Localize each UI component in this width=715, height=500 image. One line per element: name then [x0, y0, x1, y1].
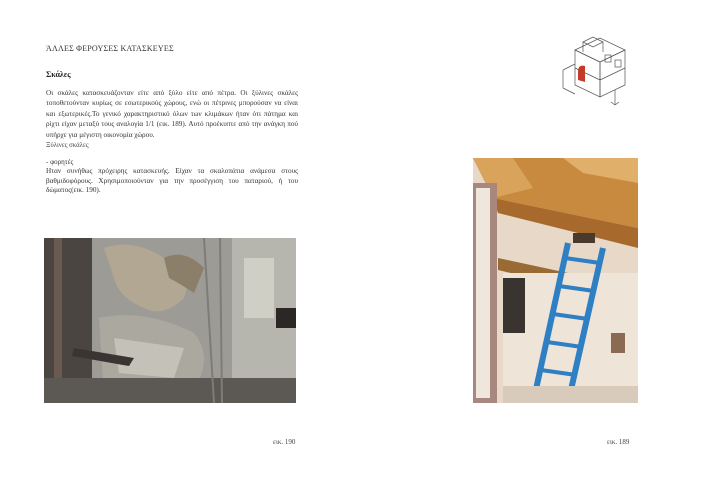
section-title: ΆΛΛΕΣ ΦΕΡΟΥΣΕΣ ΚΑΤΑΣΚΕΥΕΣ [46, 44, 174, 53]
axonometric-drawing [555, 30, 630, 110]
photo-blue-ladder [473, 158, 638, 403]
caption-fig-190: εικ. 190 [273, 438, 296, 446]
caption-fig-189: εικ. 189 [607, 438, 630, 446]
highlight-area [578, 66, 585, 82]
subheading-stairs: Σκάλες [46, 70, 71, 79]
list-item-description: Ηταν συνήθως πρόχειρης κατασκευής. Είχαν τα σκαλοπάτια ανάμεσα στους βαθμιδοφόρους. Χρησιμοποιούνταν για την προσέγγιση του παταριού, ή του δώματος(εικ. 190). [46, 167, 298, 195]
list-item-portable: - φορητές [46, 158, 74, 166]
photo-weathered-wall [44, 238, 296, 403]
minor-heading: Ξύλινες σκάλες [46, 142, 89, 149]
weathered-wall-image [44, 238, 296, 403]
house-axonometric-diagram [555, 30, 630, 110]
body-paragraph: Οι σκάλες κατασκευάζονταν είτε από ξύλο είτε από πέτρα. Οι ξύλινες σκάλες τοποθετούνταν κυρίως σε εσωτερικούς χώρους, ενώ οι πέτρινες μπορούσαν να είναι και εξωτερικές.Το γενικό χαρακτηριστικό όλων των κλιμάκων ήταν ότι πάτημα και ρίχτι είχαν μεταξύ τους αναλογία 1/1 (εικ. 189). Αυτό προέκυπτε από την ανάγκη πού υπήρχε για μέγιστη οικονομία χώρου. [46, 89, 298, 139]
blue-ladder-image [473, 158, 638, 403]
